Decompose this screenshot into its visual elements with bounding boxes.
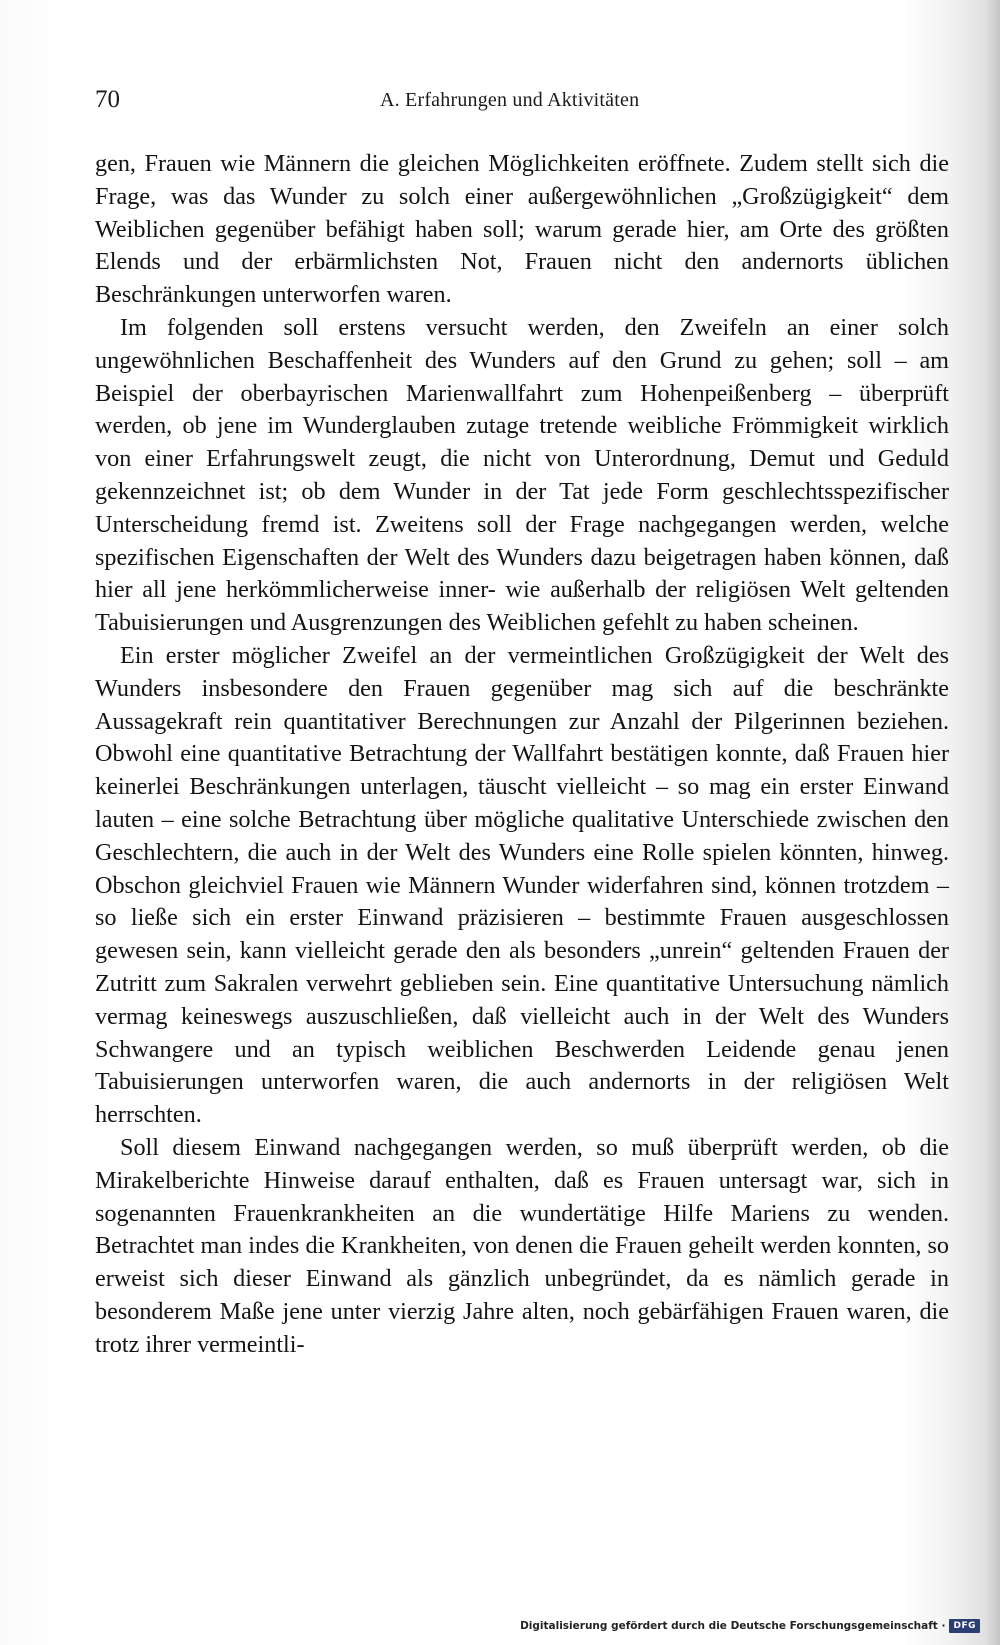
page-header <box>95 86 950 120</box>
page-edge-shadow <box>986 0 1000 1645</box>
paragraph-continuation: gen, Frauen wie Männern die gleichen Möglichkeiten eröffnete. Zudem stellt sich die Frage, was das Wunder zu solch einer außergewöhnlichen „Großzügigkeit“ dem Weiblichen gegenüber befähigt haben soll; warum gerade hier, am Orte des größten Elends und der erbärmlichsten Not, Frauen nicht den andernorts üblichen Beschränkungen unterworfen waren. <box>95 150 949 309</box>
running-head: A. Erfahrungen und Aktivitäten <box>380 89 640 111</box>
digitization-footer <box>520 1615 980 1637</box>
paragraph: Ein erster möglicher Zweifel an der vermeintlichen Großzügigkeit der Welt des Wunders insbesondere den Frauen gegenüber mag sich auf die beschränkte Aussagekraft rein quantitativer Berechnungen zur Anzahl der Pilgerinnen beziehen. Obwohl eine quantitative Betrachtung der Wallfahrt bestätigen konnte, daß Frauen hier keinerlei Beschränkungen unterlagen, täuscht vielleicht – so mag ein erster Einwand lauten – eine solche Betrachtung über mögliche qualitative Unterschiede zwischen den Geschlechtern, die auch in der Welt des Wunders eine Rolle spielen könnten, hinweg. Obschon gleichviel Frauen wie Männern Wunder widerfahren sind, können trotzdem – so ließe sich ein erster Einwand präzisieren – bestimmte Frauen ausgeschlossen gewesen sein, kann vielleicht gerade den als besonders „unrein“ geltenden Frauen der Zutritt zum Sakralen verwehrt geblieben sein. Eine quantitative Untersuchung nämlich vermag keineswegs auszuschließen, daß vielleicht auch in der Welt des Wunders Schwangere und an typisch weiblichen Beschwerden Leidende genau jenen Tabuisierungen unterworfen waren, die auch andernorts in der religiösen Welt herrschten. <box>95 641 949 1129</box>
footer-credit: Digitalisierung gefördert durch die Deutsche Forschungsgemeinschaft · <box>520 1620 946 1632</box>
paragraph: Soll diesem Einwand nachgegangen werden, so muß überprüft werden, ob die Mirakelberichte Hinweise darauf enthalten, daß es Frauen untersagt war, sich in sogenannten Frauenkrankheiten an die wundertätige Hilfe Mariens zu wenden. Betrachtet man indes die Krankheiten, von denen die Frauen geheilt werden konnten, so erweist sich dieser Einwand als gänzlich unbegründet, da es nämlich gerade in besonderem Maße jene unter vierzig Jahre alten, noch gebärfähigen Frauen waren, die trotz ihrer vermeintli- <box>95 1133 949 1358</box>
page-number: 70 <box>95 86 120 113</box>
dfg-logo: DFG <box>949 1619 980 1633</box>
body-text <box>95 148 949 1361</box>
paragraph: Im folgenden soll erstens versucht werden, den Zweifeln an einer solch ungewöhnlichen Beschaffenheit des Wunders auf den Grund zu gehen; soll – am Beispiel der oberbayrischen Marienwallfahrt zum Hohenpeißenberg – überprüft werden, ob jene im Wunderglauben zutage tretende weibliche Frömmigkeit wirklich von einer Erfahrungswelt zeugt, die nicht von Unterordnung, Demut und Geduld gekennzeichnet ist; ob dem Wunder in der Tat jede Form geschlechtsspezifischer Unterscheidung fremd ist. Zweitens soll der Frage nachgegangen werden, welche spezifischen Eigenschaften der Welt des Wunders dazu beigetragen haben können, daß hier all jene herkömmlicherweise inner- wie außerhalb der religiösen Welt geltenden Tabuisierungen und Ausgrenzungen des Weiblichen gefehlt zu haben scheinen. <box>95 313 949 637</box>
